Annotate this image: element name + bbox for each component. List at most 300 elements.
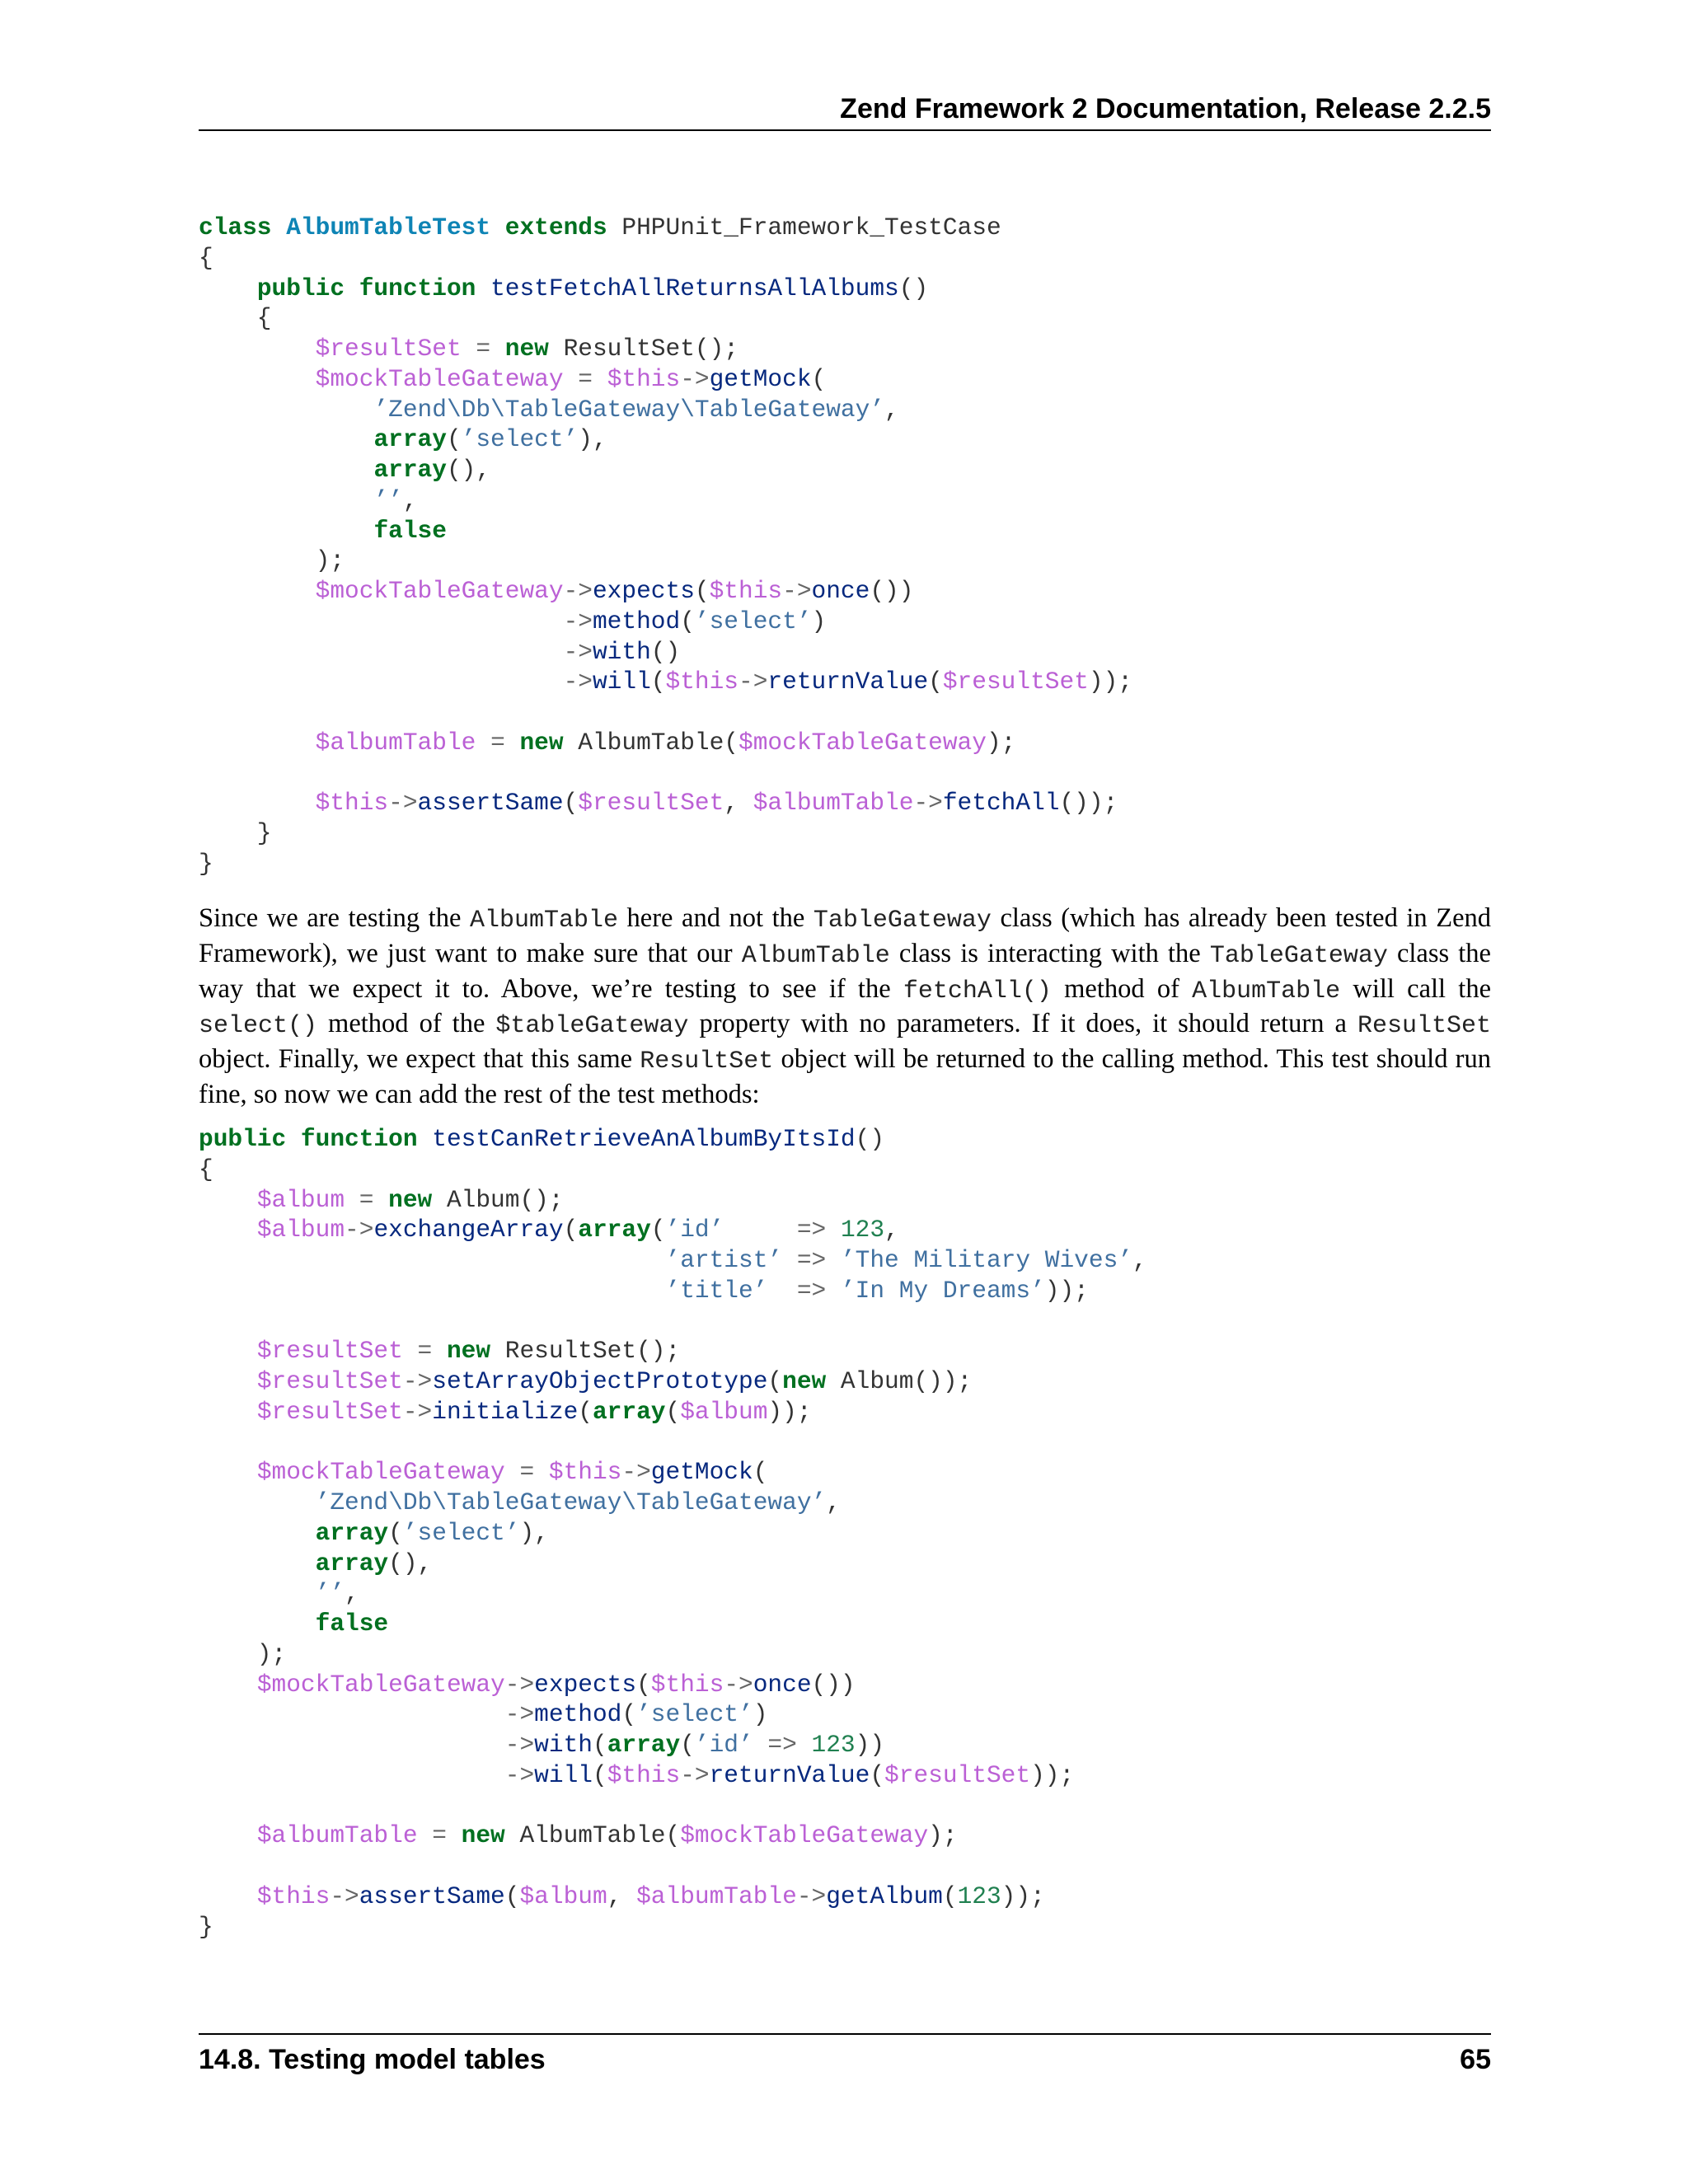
page-number: 65 <box>1460 2044 1491 2075</box>
code-token: $resultSet <box>942 668 1089 696</box>
code-token: new <box>461 1821 505 1850</box>
code-token: $mockTableGateway <box>256 1458 505 1487</box>
code-token <box>564 365 579 393</box>
code-token: false <box>373 516 447 545</box>
code-line <box>199 516 1491 546</box>
code-line <box>199 1427 1491 1458</box>
code-token: expects <box>592 577 695 605</box>
code-token <box>199 1700 505 1728</box>
code-token: $resultSet <box>884 1760 1031 1789</box>
code-line <box>199 697 1491 728</box>
code-token <box>199 425 373 453</box>
code-token: -> <box>563 668 593 696</box>
code-token <box>199 607 564 635</box>
code-token <box>199 1398 257 1426</box>
code-token: ResultSet(); <box>548 335 739 363</box>
code-token: -> <box>504 1731 535 1759</box>
code-token <box>418 1125 433 1153</box>
code-token: , <box>884 395 899 424</box>
code-token <box>199 1488 316 1516</box>
code-token: { <box>199 304 272 333</box>
code-token: , <box>826 1488 841 1516</box>
code-line <box>199 1609 1491 1639</box>
code-token: = <box>417 1337 433 1366</box>
code-token: ’Zend\Db\TableGateway\TableGateway’ <box>373 395 885 424</box>
code-token: => <box>796 1246 827 1274</box>
code-token: => <box>796 1216 827 1244</box>
code-token: } <box>199 849 213 878</box>
code-token: 123 <box>957 1882 1001 1910</box>
code-token: extends <box>504 213 607 241</box>
code-token: ( <box>753 1458 768 1487</box>
code-line <box>199 849 1491 879</box>
code-line <box>199 1397 1491 1427</box>
code-token: $this <box>709 577 783 605</box>
code-token: public <box>256 274 345 302</box>
code-token: class <box>199 213 272 241</box>
code-line <box>199 1306 1491 1337</box>
code-token: -> <box>402 1367 433 1395</box>
paragraph-text: object will be returned to the calling method. This test should run fine, so now we can add the rest of the test methods: <box>199 1044 1491 1109</box>
paragraph-text: class (which has already been tested in Zend Framework), we just want to make sure that our <box>199 903 1491 968</box>
code-token: ( <box>578 1397 593 1426</box>
code-token <box>826 1246 841 1274</box>
code-token: ( <box>636 1670 651 1699</box>
code-token: ( <box>665 1397 681 1426</box>
code-token: $mockTableGateway <box>256 1670 505 1699</box>
code-line <box>199 1578 1491 1609</box>
code-token: $resultSet <box>256 1367 403 1395</box>
code-token <box>373 1186 388 1214</box>
code-token: ( <box>650 668 666 696</box>
code-token: )); <box>1030 1760 1075 1789</box>
code-token: = <box>476 335 491 363</box>
code-token: ()) <box>811 1670 856 1699</box>
inline-code: ResultSet <box>640 1047 774 1076</box>
code-token: assertSame <box>359 1882 505 1910</box>
code-token: ’select’ <box>402 1518 520 1547</box>
code-token: new <box>782 1367 827 1395</box>
code-token: -> <box>563 577 593 605</box>
code-token: , <box>402 485 418 514</box>
code-token: ( <box>446 425 462 454</box>
code-token: array <box>373 456 447 484</box>
code-token <box>199 335 316 363</box>
code-token <box>199 456 373 484</box>
code-token: with <box>534 1731 593 1759</box>
code-token: } <box>199 819 272 847</box>
inline-code: TableGateway <box>813 907 992 935</box>
code-token <box>199 729 316 757</box>
code-token <box>199 1246 666 1274</box>
code-token: returnValue <box>709 1760 870 1789</box>
code-line <box>199 424 1491 455</box>
code-token: -> <box>913 789 943 818</box>
code-token: ), <box>519 1518 549 1547</box>
code-token <box>199 638 564 666</box>
code-token: -> <box>680 1760 710 1789</box>
code-token: ’’ <box>315 1579 345 1608</box>
code-line <box>199 274 1491 304</box>
code-token: array <box>607 1731 681 1759</box>
code-token: $albumTable <box>753 789 914 818</box>
code-token: ( <box>694 577 710 605</box>
code-token <box>199 517 373 545</box>
code-token: false <box>315 1610 389 1638</box>
code-token <box>286 1125 301 1153</box>
code-token: public <box>199 1125 287 1153</box>
code-token <box>199 1731 505 1759</box>
code-line <box>199 1699 1491 1730</box>
code-line <box>199 1245 1491 1276</box>
code-token: function <box>300 1125 418 1153</box>
code-line <box>199 728 1491 758</box>
code-token <box>462 335 476 363</box>
code-token <box>199 1216 257 1244</box>
code-token: Album(); <box>432 1185 564 1214</box>
code-line <box>199 1518 1491 1549</box>
code-token: ( <box>563 1216 579 1244</box>
code-token: AlbumTable( <box>504 1821 681 1850</box>
code-token: -> <box>345 1216 374 1244</box>
code-token <box>199 1519 316 1547</box>
code-token: will <box>592 668 651 696</box>
code-token: , <box>607 1882 637 1910</box>
code-token: } <box>199 1912 213 1941</box>
code-token: -> <box>782 577 812 605</box>
code-token: function <box>359 274 476 302</box>
code-token: -> <box>680 364 710 393</box>
code-token: $this <box>548 1458 622 1487</box>
body-paragraph <box>199 902 1491 1112</box>
code-token: ’select’ <box>636 1700 753 1729</box>
code-token: returnValue <box>767 668 929 696</box>
code-token: ( <box>811 364 827 393</box>
code-line <box>199 455 1491 485</box>
code-token: ()); <box>1059 789 1118 818</box>
code-token <box>199 1821 257 1849</box>
code-token: = <box>359 1185 374 1214</box>
code-token: Album()); <box>826 1367 973 1395</box>
inline-code: $tableGateway <box>495 1012 689 1041</box>
code-token: )); <box>1044 1276 1089 1305</box>
code-line <box>199 1821 1491 1851</box>
code-token <box>593 365 607 393</box>
code-line <box>199 1912 1491 1943</box>
code-token: $resultSet <box>256 1337 403 1366</box>
code-token: (), <box>446 456 491 484</box>
code-token <box>505 729 520 757</box>
inline-code: ResultSet <box>1357 1012 1491 1041</box>
code-token: -> <box>504 1760 535 1789</box>
code-token: )); <box>1001 1882 1045 1910</box>
code-token: ), <box>578 425 607 454</box>
code-token: testCanRetrieveAnAlbumByItsId <box>432 1125 856 1153</box>
code-token <box>505 1458 520 1486</box>
code-token: ’select’ <box>694 607 812 635</box>
code-line <box>199 243 1491 274</box>
code-token: -> <box>504 1700 535 1729</box>
code-token: () <box>898 274 929 302</box>
code-token: AlbumTable( <box>563 728 739 757</box>
code-line <box>199 758 1491 789</box>
code-token <box>199 1186 257 1214</box>
code-token: => <box>767 1731 797 1759</box>
code-token: AlbumTableTest <box>286 213 491 241</box>
code-token <box>199 486 373 514</box>
code-line <box>199 576 1491 607</box>
inline-code: AlbumTable <box>1192 977 1341 1005</box>
code-line <box>199 546 1491 576</box>
code-token <box>272 213 287 241</box>
code-token: , <box>1132 1246 1147 1274</box>
paragraph-text: object. Finally, we expect that this same <box>199 1044 640 1075</box>
code-token <box>753 1731 768 1759</box>
code-token: array <box>315 1518 389 1547</box>
code-token: ResultSet(); <box>490 1337 681 1366</box>
code-token <box>724 1216 797 1244</box>
code-token: -> <box>796 1882 827 1910</box>
code-token <box>782 1246 797 1274</box>
code-token: )); <box>767 1397 812 1426</box>
code-token <box>199 1367 257 1395</box>
code-token: () <box>650 637 681 666</box>
code-token: new <box>504 335 549 363</box>
code-token: , <box>884 1216 899 1244</box>
code-token: $this <box>650 1670 724 1699</box>
code-token: PHPUnit_Framework_TestCase <box>607 213 1001 241</box>
inline-code: select() <box>199 1012 318 1041</box>
code-token: $album <box>680 1397 768 1426</box>
code-token: $this <box>315 789 389 818</box>
code-line <box>199 334 1491 364</box>
code-token <box>199 1337 257 1365</box>
code-token: array <box>578 1216 651 1244</box>
code-line <box>199 818 1491 849</box>
inline-code: AlbumTable <box>469 907 618 935</box>
code-token: $this <box>665 668 739 696</box>
code-token: -> <box>738 668 768 696</box>
code-token: = <box>578 364 593 393</box>
code-line <box>199 395 1491 425</box>
code-token: assertSame <box>417 789 564 818</box>
paragraph-text: will call the <box>1340 973 1491 1004</box>
code-token: fetchAll <box>942 789 1060 818</box>
code-token: $resultSet <box>315 335 462 363</box>
code-token <box>199 668 564 696</box>
code-token: array <box>373 425 447 454</box>
code-token: , <box>345 1579 359 1608</box>
code-line <box>199 1366 1491 1397</box>
code-line <box>199 1457 1491 1488</box>
code-token: $this <box>607 364 681 393</box>
code-token: -> <box>402 1397 433 1426</box>
code-token <box>826 1277 841 1305</box>
code-token: => <box>796 1276 827 1305</box>
code-token <box>345 274 359 302</box>
code-token: $album <box>256 1216 345 1244</box>
running-footer <box>199 2042 1491 2077</box>
code-token: (), <box>388 1549 433 1577</box>
code-token: once <box>753 1670 812 1699</box>
code-token: -> <box>724 1670 753 1699</box>
code-token <box>199 1761 505 1789</box>
code-token <box>767 1277 796 1305</box>
code-token: )) <box>855 1731 885 1759</box>
code-token: = <box>519 1458 535 1487</box>
code-token: ( <box>504 1882 520 1910</box>
code-block-album-table-test <box>199 213 1491 879</box>
code-token: ) <box>753 1700 768 1729</box>
code-token: -> <box>330 1882 359 1910</box>
code-line <box>199 1549 1491 1579</box>
code-token <box>534 1458 549 1486</box>
paragraph-text: method of the <box>317 1009 496 1039</box>
code-line <box>199 607 1491 637</box>
paragraph-text: here and not the <box>617 903 814 933</box>
code-token: method <box>534 1700 622 1729</box>
code-token <box>797 1731 812 1759</box>
code-token: ’In My Dreams’ <box>840 1276 1045 1305</box>
code-token: will <box>534 1760 593 1789</box>
code-token: getMock <box>709 364 812 393</box>
code-token: ’artist’ <box>665 1246 783 1274</box>
code-token: { <box>199 1155 213 1183</box>
code-token: ( <box>563 789 579 818</box>
code-line <box>199 1488 1491 1518</box>
code-token: $mockTableGateway <box>315 364 564 393</box>
code-line <box>199 1124 1491 1155</box>
code-token: -> <box>504 1670 535 1699</box>
code-token: ’title’ <box>665 1276 768 1305</box>
footer-rule <box>199 2033 1491 2035</box>
code-token <box>826 1216 841 1244</box>
code-token: -> <box>563 607 593 635</box>
code-token: $albumTable <box>315 728 476 757</box>
code-token: $resultSet <box>578 789 724 818</box>
code-line <box>199 1336 1491 1366</box>
code-line <box>199 637 1491 668</box>
code-token <box>199 1882 257 1910</box>
code-token <box>490 335 505 363</box>
code-token: ( <box>680 1731 695 1759</box>
code-token: 123 <box>840 1216 885 1244</box>
code-token: $this <box>256 1882 331 1910</box>
code-line <box>199 1276 1491 1306</box>
code-token: $albumTable <box>636 1882 797 1910</box>
code-token: -> <box>621 1458 651 1487</box>
code-token <box>476 729 490 757</box>
code-token <box>199 365 316 393</box>
code-line <box>199 213 1491 243</box>
code-token: getAlbum <box>826 1882 943 1910</box>
code-token <box>199 1610 316 1638</box>
code-token: ’The Military Wives’ <box>840 1246 1132 1274</box>
code-token: ); <box>986 728 1016 757</box>
inline-code: TableGateway <box>1209 941 1388 970</box>
code-token <box>403 1337 418 1365</box>
code-token <box>447 1821 462 1849</box>
code-token: $album <box>256 1185 345 1214</box>
code-line <box>199 1882 1491 1912</box>
code-token: array <box>315 1549 389 1577</box>
code-line <box>199 1215 1491 1245</box>
code-line <box>199 1760 1491 1791</box>
code-token <box>345 1186 359 1214</box>
code-token: -> <box>563 637 593 666</box>
code-token: ( <box>592 1731 607 1759</box>
code-token <box>199 1458 257 1486</box>
code-token: () <box>855 1125 885 1153</box>
code-line <box>199 667 1491 697</box>
code-token: new <box>388 1185 433 1214</box>
header-rule <box>199 129 1491 131</box>
code-token: with <box>592 637 651 666</box>
code-token <box>199 1277 666 1305</box>
code-token: , <box>724 789 753 818</box>
code-token: $mockTableGateway <box>738 728 987 757</box>
code-token: = <box>490 728 505 757</box>
code-token: 123 <box>811 1731 856 1759</box>
code-token: setArrayObjectPrototype <box>432 1367 768 1395</box>
code-token: once <box>811 577 870 605</box>
code-token: ’select’ <box>461 425 579 454</box>
code-token: ) <box>811 607 827 635</box>
code-token: )); <box>1088 668 1132 696</box>
code-token: ); <box>928 1821 958 1850</box>
code-token <box>199 1579 316 1607</box>
code-token: ( <box>942 1882 958 1910</box>
code-line <box>199 1155 1491 1185</box>
code-line <box>199 1851 1491 1882</box>
code-token <box>199 1549 316 1577</box>
code-token: new <box>519 728 564 757</box>
paragraph-text: Since we are testing the <box>199 903 470 933</box>
code-token: ( <box>680 607 695 635</box>
code-line <box>199 1791 1491 1821</box>
code-token: $mockTableGateway <box>315 577 564 605</box>
paragraph-text: class is interacting with the <box>889 938 1210 968</box>
code-token: -> <box>388 789 418 818</box>
code-token: array <box>592 1397 666 1426</box>
code-line <box>199 1185 1491 1216</box>
code-token: ( <box>592 1760 607 1789</box>
paragraph-text: method of <box>1051 973 1193 1004</box>
code-token: ); <box>199 1639 287 1668</box>
code-line <box>199 303 1491 334</box>
code-token: $album <box>519 1882 607 1910</box>
code-line <box>199 364 1491 395</box>
code-token: { <box>199 243 213 272</box>
running-header: Zend Framework 2 Documentation, Release 2.2.5 <box>840 93 1491 124</box>
code-token: ); <box>199 546 345 575</box>
code-token: = <box>432 1821 447 1850</box>
code-token: ( <box>767 1367 783 1395</box>
inline-code: AlbumTable <box>741 941 890 970</box>
code-token: ( <box>928 668 943 696</box>
code-token: ( <box>650 1216 666 1244</box>
code-line <box>199 788 1491 818</box>
code-token <box>199 396 373 424</box>
code-token <box>199 274 257 302</box>
code-line <box>199 1730 1491 1760</box>
code-token: ’id’ <box>665 1216 724 1244</box>
code-token: exchangeArray <box>373 1216 564 1244</box>
code-token: testFetchAllReturnsAllAlbums <box>490 274 899 302</box>
paragraph-text: property with no parameters. If it does, it should return a <box>688 1009 1357 1039</box>
code-line <box>199 1670 1491 1700</box>
code-token: $resultSet <box>256 1397 403 1426</box>
